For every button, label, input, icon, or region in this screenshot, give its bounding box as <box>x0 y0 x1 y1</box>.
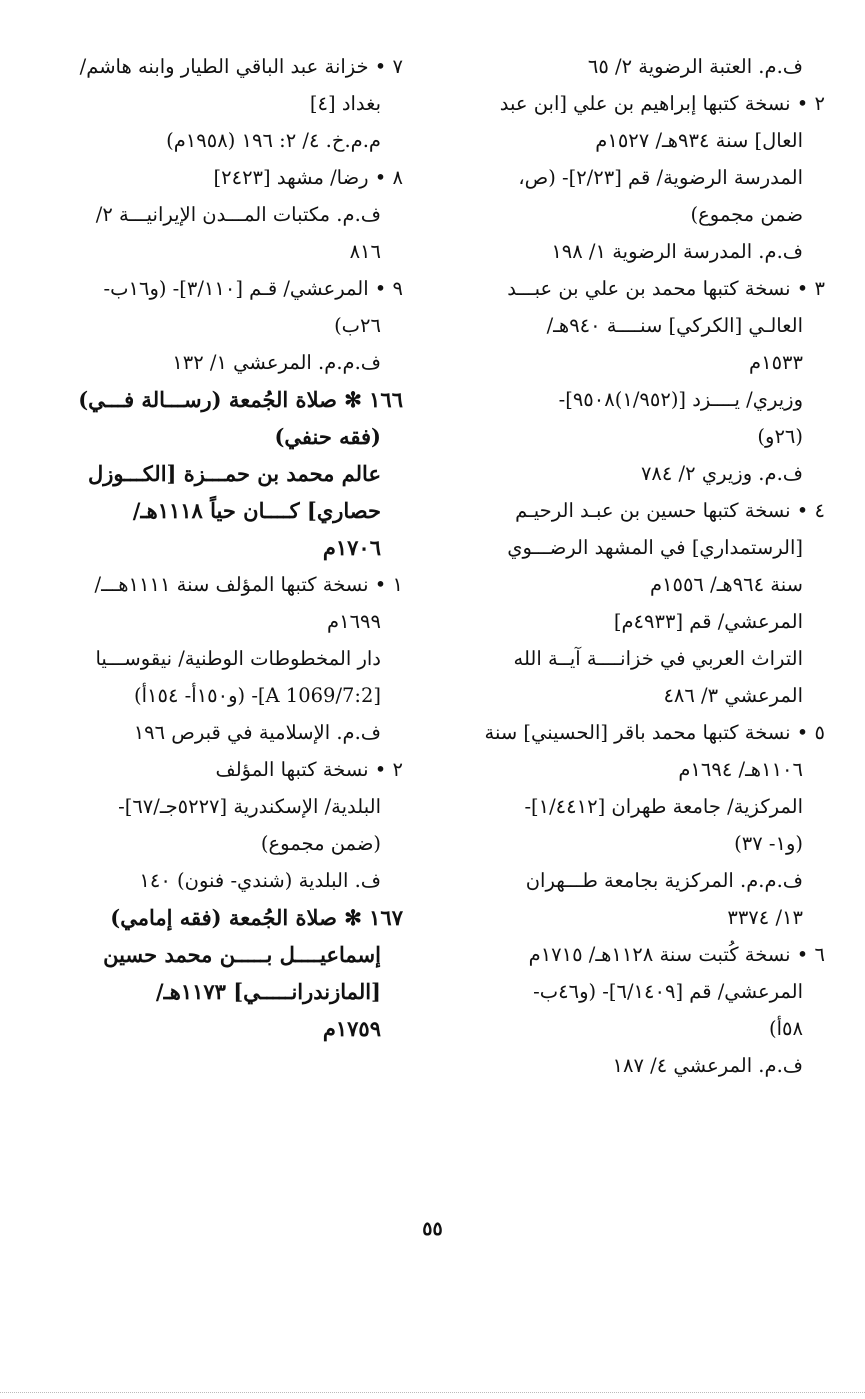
right-column-line: ف.م.م. المركزية بجامعة طـــهران <box>525 869 803 892</box>
right-column-line: المركزية/ جامعة طهران [١/٤٤١٢]- <box>524 795 803 818</box>
left-column-line: ١٧٠٦م <box>322 535 381 560</box>
left-column-line: [المازندرانـــــي] ١١٧٣هـ/ <box>155 979 381 1004</box>
right-column-line: [الرستمداري] في المشهد الرضـــوي <box>507 536 803 559</box>
right-column-line: ١٥٣٣م <box>749 351 803 374</box>
right-column-line: ٤ • نسخة كتبها حسين بن عبـد الرحيـم <box>515 499 825 522</box>
right-column-line: ٥٨أ) <box>769 1017 803 1040</box>
left-column-line: ف.م.م. المرعشي ١/ ١٣٢ <box>172 351 381 374</box>
left-column-line: ٧ • خزانة عبد الباقي الطيار وابنه هاشم/ <box>79 55 403 78</box>
left-column-line: ١ • نسخة كتبها المؤلف سنة ١١١١هـــ/ <box>94 573 403 596</box>
left-column-line: دار المخطوطات الوطنية/ نيقوســـيا <box>95 647 381 670</box>
right-column-line: سنة ٩٦٤هـ/ ١٥٥٦م <box>649 573 803 596</box>
left-column <box>23 48 403 1047</box>
left-column-line: ف.م. مكتبات المـــدن الإيرانيـــة ٢/ <box>95 203 381 226</box>
right-column-line: ٢ • نسخة كتبها إبراهيم بن علي [ابن عبد <box>499 92 825 115</box>
right-column <box>430 48 825 1084</box>
left-column-line: عالم محمد بن حمـــزة [الكـــوزل <box>88 461 381 486</box>
right-column-line: التراث العربي في خزانــــة آيــة الله <box>513 647 803 670</box>
right-column-line: ف.م. المرعشي ٤/ ١٨٧ <box>612 1054 803 1077</box>
left-column-line: (ضمن مجموع) <box>260 832 381 855</box>
left-column-line: ٢ • نسخة كتبها المؤلف <box>215 758 403 781</box>
left-column-line: ١٦٧ ✻ صلاة الجُمعة (فقه إمامي) <box>110 905 403 930</box>
right-column-line: العال] سنة ٩٣٤هـ/ ١٥٢٧م <box>595 129 803 152</box>
left-column-line: م.م.خ. ٤/ ٢: ١٩٦ (١٩٥٨م) <box>166 129 381 152</box>
left-column-line: ٢٦ب) <box>334 314 381 337</box>
left-column-line: (فقه حنفي) <box>274 424 381 449</box>
left-column-line: [A 1069/7:2]- (و١٥٠أ- ١٥٤أ) <box>134 684 381 707</box>
right-column-line: ١١٠٦هـ/ ١٦٩٤م <box>678 758 803 781</box>
left-column-line: ٨ • رضا/ مشهد [٢٤٢٣] <box>213 166 403 189</box>
right-column-line: المدرسة الرضوية/ قم [٢/٢٣]- (ص، <box>518 166 803 189</box>
left-column-line: ١٧٥٩م <box>322 1016 381 1041</box>
right-column-line: (و١- ٣٧) <box>734 832 803 855</box>
right-column-line: ضمن مجموع) <box>690 203 803 226</box>
right-column-line: ١٣/ ٣٣٧٤ <box>727 906 803 929</box>
right-column-line: ف.م. العتبة الرضوية ٢/ ٦٥ <box>587 55 803 78</box>
right-column-line: المرعشي/ قم [٤٩٣٣م] <box>613 610 803 633</box>
right-column-line: (٢٦و) <box>757 425 803 448</box>
left-column-line: بغداد [٤] <box>309 92 381 115</box>
right-column-line: ٦ • نسخة كُتبت سنة ١١٢٨هـ/ ١٧١٥م <box>528 943 825 966</box>
right-column-line: وزيري/ يــــزد [(١/٩٥٢)٩٥٠٨]- <box>558 388 803 411</box>
page-number: ٥٥ <box>422 1218 443 1240</box>
left-column-line: ف.م. الإسلامية في قبرص ١٩٦ <box>133 721 381 744</box>
right-column-line: ٣ • نسخة كتبها محمد بن علي بن عبـــد <box>507 277 825 300</box>
left-column-line: حصاري] كــــان حياً ١١١٨هـ/ <box>132 498 381 523</box>
right-column-line: المرعشي/ قم [٦/١٤٠٩]- (و٤٦ب- <box>533 980 803 1003</box>
left-column-line: إسماعيــــل بـــــن محمد حسين <box>103 942 381 967</box>
right-column-line: ف.م. المدرسة الرضوية ١/ ١٩٨ <box>551 240 803 263</box>
bottom-divider <box>0 1392 865 1394</box>
left-column-line: ١٦٩٩م <box>327 610 381 633</box>
left-column-line: ف. البلدية (شندي- فنون) ١٤٠ <box>139 869 381 892</box>
right-column-line: العالـي [الكركي] سنــــة ٩٤٠هـ/ <box>546 314 803 337</box>
left-column-line: ١٦٦ ✻ صلاة الجُمعة (رســـالة فـــي) <box>78 387 403 412</box>
right-column-line: المرعشي ٣/ ٤٨٦ <box>663 684 803 707</box>
left-column-line: البلدية/ الإسكندرية [٥٢٢٧جـ/٦٧]- <box>118 795 381 818</box>
right-column-line: ٥ • نسخة كتبها محمد باقر [الحسيني] سنة <box>484 721 825 744</box>
left-column-line: ٩ • المرعشي/ قـم [٣/١١٠]- (و١٦ب- <box>103 277 403 300</box>
left-column-line: ٨١٦ <box>349 240 381 263</box>
right-column-line: ف.م. وزيري ٢/ ٧٨٤ <box>640 462 803 485</box>
